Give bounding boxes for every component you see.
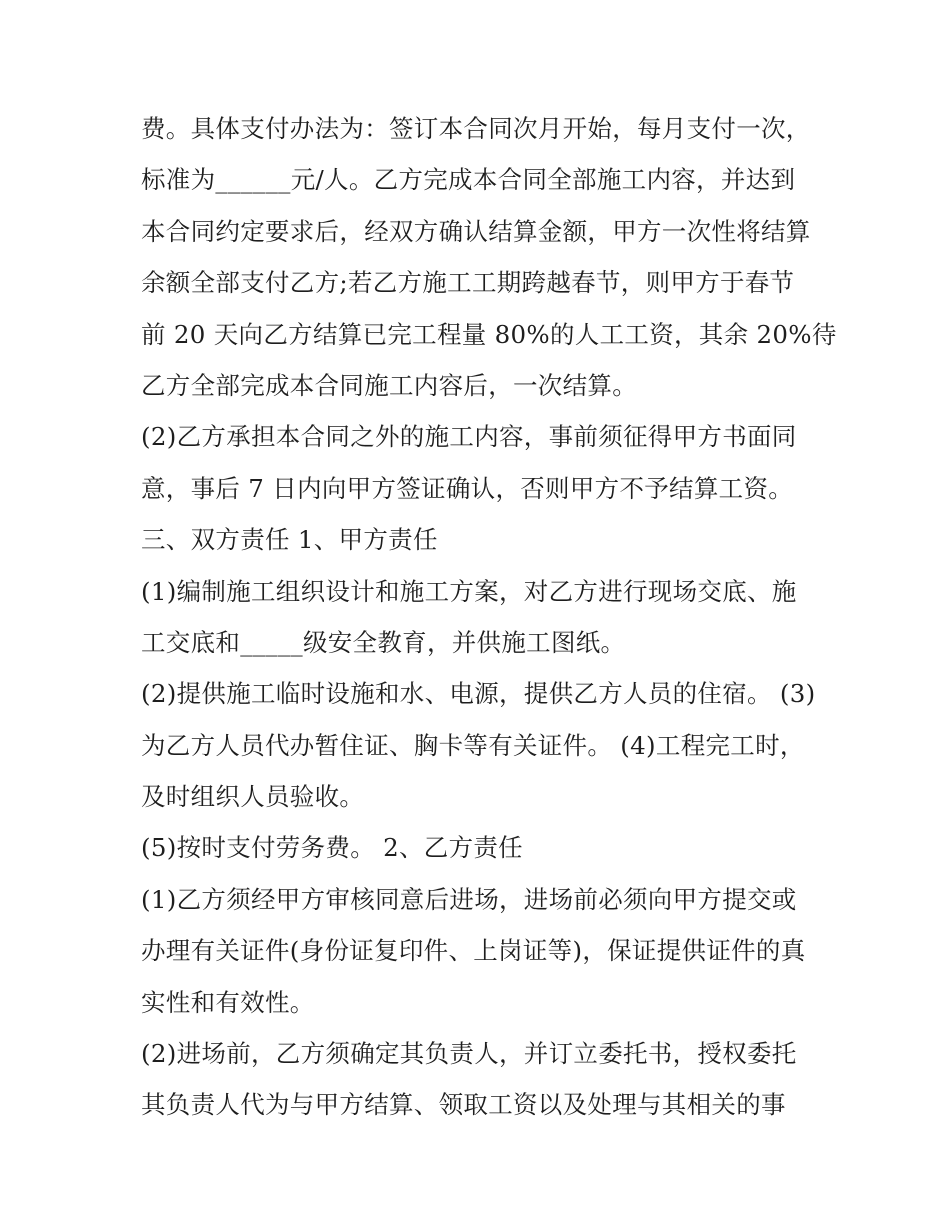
text-line: (2)进场前，乙方须确定其负责人，并订立委托书，授权委托 — [141, 1039, 797, 1069]
text-line: 前 20 天向乙方结算已完工程量 80%的人工工资，其余 20%待 — [141, 319, 837, 349]
section-heading: 三、双方责任 1、甲方责任 — [141, 525, 438, 555]
text-line: (1)乙方须经甲方审核同意后进场，进场前必须向甲方提交或 — [141, 884, 797, 914]
text-line: (5)按时支付劳务费。 2、乙方责任 — [141, 833, 523, 863]
text-line: 标准为______元/人。乙方完成本合同全部施工内容，并达到 — [141, 165, 796, 195]
text-line: 办理有关证件(身份证复印件、上岗证等)，保证提供证件的真 — [141, 936, 806, 966]
text-line: (2)乙方承担本合同之外的施工内容，事前须征得甲方书面同 — [141, 422, 797, 452]
text-line: 费。具体支付办法为：签订本合同次月开始，每月支付一次， — [141, 114, 811, 143]
text-line: 其负责人代为与甲方结算、领取工资以及处理与其相关的事 — [141, 1090, 786, 1120]
text-line: 工交底和_____级安全教育，并供施工图纸。 — [141, 627, 626, 657]
text-line: 本合同约定要求后，经双方确认结算金额，甲方一次性将结算 — [141, 216, 811, 246]
text-line: 及时组织人员验收。 — [141, 782, 365, 812]
text-line: 为乙方人员代办暂住证、胸卡等有关证件。 (4)工程完工时， — [141, 730, 805, 760]
text-line: 实性和有效性。 — [141, 987, 315, 1017]
text-line: 余额全部支付乙方;若乙方施工工期跨越春节，则甲方于春节 — [141, 268, 795, 298]
text-line: 意，事后 7 日内向甲方签证确认，否则甲方不予结算工资。 — [141, 473, 794, 503]
text-line: (1)编制施工组织设计和施工方案，对乙方进行现场交底、施 — [141, 576, 797, 606]
text-line: (2)提供施工临时设施和水、电源，提供乙方人员的住宿。 (3) — [141, 679, 816, 709]
document-body — [141, 103, 837, 1131]
text-line: 乙方全部完成本合同施工内容后，一次结算。 — [141, 370, 637, 400]
